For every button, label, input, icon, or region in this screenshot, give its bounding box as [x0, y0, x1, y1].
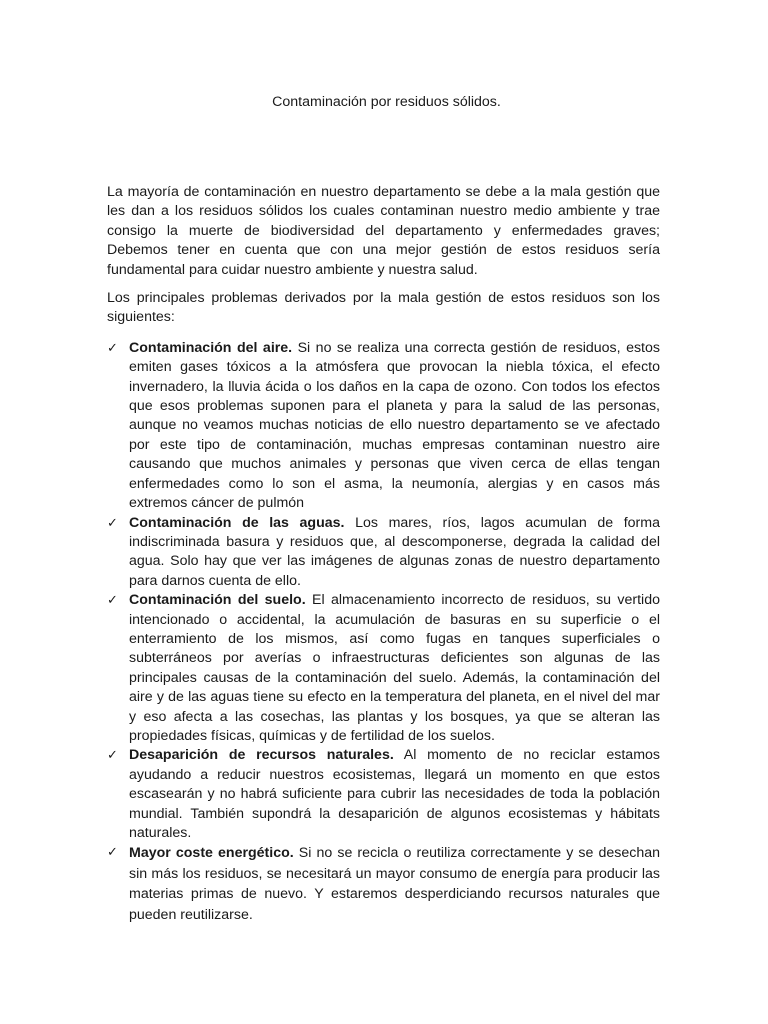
list-item-soil: [107, 591, 660, 746]
list-item-heading: Desaparición de recursos naturales.: [129, 747, 394, 764]
list-item-resources: [107, 746, 660, 843]
list-item-heading: Contaminación de las aguas.: [129, 514, 345, 531]
list-item-heading: Contaminación del aire.: [129, 339, 293, 356]
document-page: [107, 93, 660, 925]
list-item-water: [107, 514, 660, 592]
list-item-energy: [107, 843, 660, 925]
list-item-heading: Mayor coste energético.: [129, 845, 294, 862]
document-title: Contaminación por residuos sólidos.: [272, 94, 501, 110]
checkmark-icon: ✓: [107, 340, 118, 356]
list-item-air: [107, 339, 660, 514]
checkmark-icon: ✓: [107, 845, 118, 861]
checkmark-icon: ✓: [107, 515, 118, 531]
intro-paragraph-1: La mayoría de contaminación en nuestro departamento se debe a la mala gestión que les dan a los residuos sólidos los cuales contaminan nuestro medio ambiente y trae consigo la muerte de biodiversidad del departamento y enfermedades graves; Debemos tener en cuenta que con una mejor gestión de estos residuos sería fundamental para cuidar nuestro ambiente y nuestra salud.: [107, 184, 660, 278]
problems-list: [107, 339, 660, 925]
checkmark-icon: ✓: [107, 593, 118, 609]
list-item-text: Al momento de no reciclar estamos ayudando a reducir nuestros ecosistemas, llegará un momento en que estos escasearán y no habrá suficiente para cubrir las necesidades de toda la población mundial. También supondrá la desaparición de algunos ecosistemas y hábitats naturales.: [129, 747, 660, 841]
list-item-text: Si no se realiza una correcta gestión de residuos, estos emiten gases tóxicos a la atmósfera que provocan la niebla tóxica, el efecto invernadero, la lluvia ácida o los daños en la capa de ozono. Con todos los efectos que esos problemas suponen para el planeta y para la salud de las personas, aunque no veamos muchas noticias de ello nuestro departamento se ve afectado por este tipo de contaminación, muchas empresas contaminan nuestro aire causando que muchos animales y personas que viven cerca de ellas tengan enfermedades como lo son el asma, la neumonía, alergias y en casos más extremos cáncer de pulmón: [129, 339, 660, 512]
list-item-heading: Contaminación del suelo.: [129, 592, 306, 609]
intro-paragraph-2: Los principales problemas derivados por la mala gestión de estos residuos son los siguientes:: [107, 290, 660, 326]
list-item-text: El almacenamiento incorrecto de residuos, su vertido intencionado o accidental, la acumulación de basuras en su superficie o el enterramiento de los mismos, así como fugas en tanques superficiales o subterráneos por averías o infraestructuras deficientes son algunas de las principales causas de la contaminación del suelo. Además, la contaminación del aire y de las aguas tiene su efecto en la temperatura del planeta, en el nivel del mar y eso afecta a las cosechas, las plantas y los bosques, ya que se alteran las propiedades físicas, químicas y de fertilidad de los suelos.: [129, 592, 660, 744]
list-item-text: Si no se recicla o reutiliza correctamente y se desechan sin más los residuos, se necesitará un mayor consumo de energía para producir las materias primas de nuevo. Y estaremos desperdiciando recursos naturales que pueden reutilizarse.: [129, 845, 660, 923]
checkmark-icon: ✓: [107, 748, 118, 764]
list-item-text: Los mares, ríos, lagos acumulan de forma indiscriminada basura y residuos que, al descomponerse, degrada la calidad del agua. Solo hay que ver las imágenes de algunas zonas de nuestro departamento para darnos cuenta de ello.: [129, 514, 660, 589]
